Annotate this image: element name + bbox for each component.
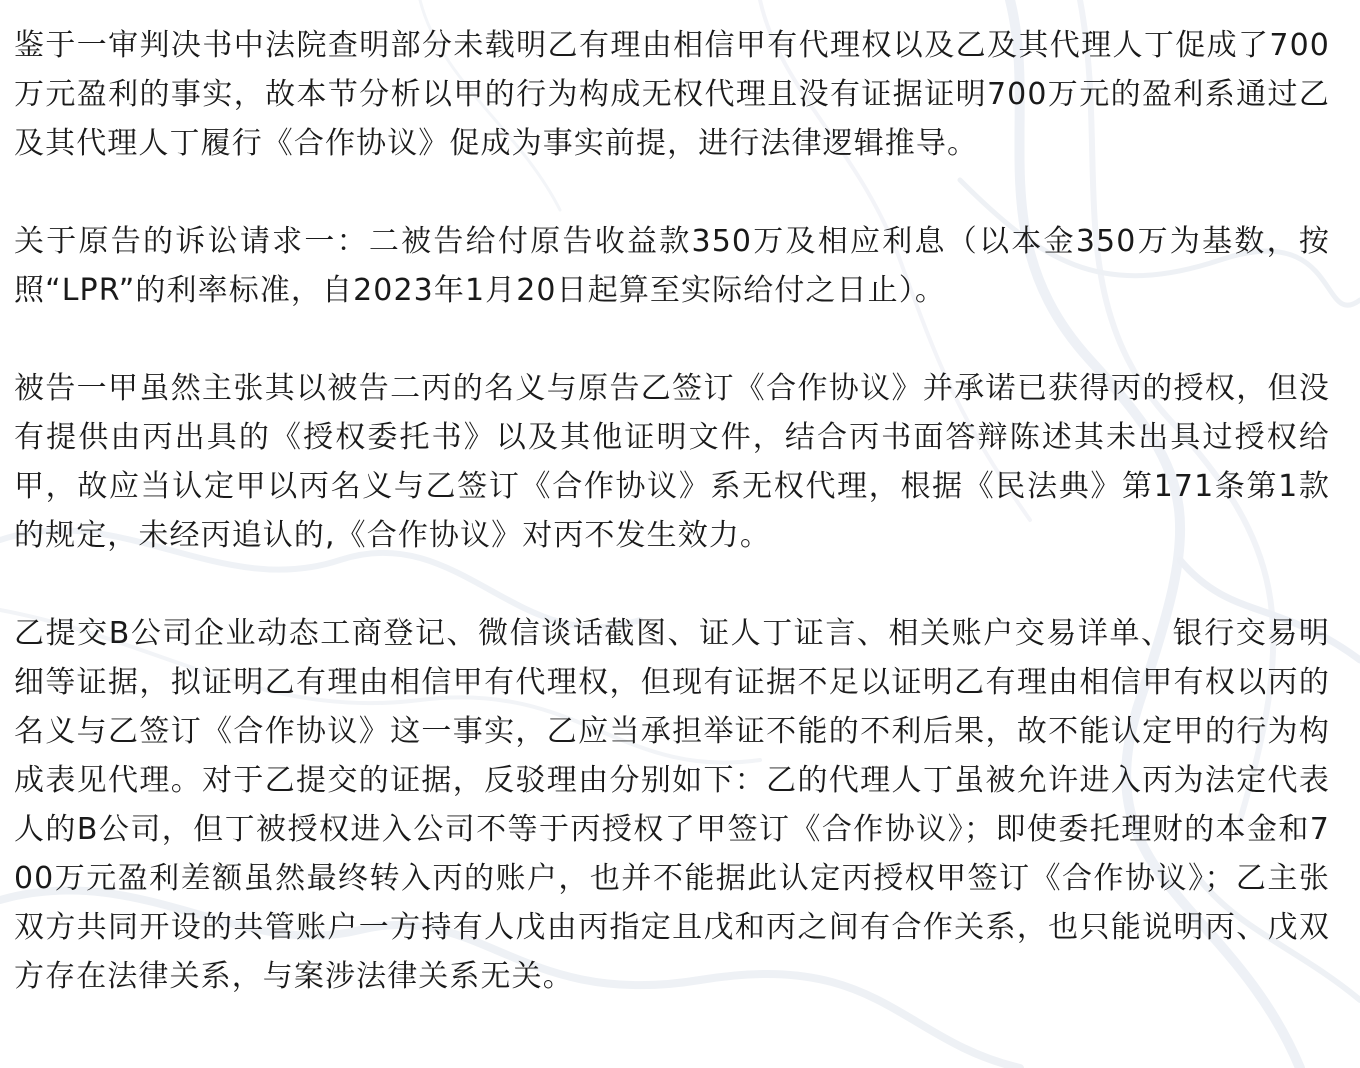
paragraph-unauthorized-agency: 被告一甲虽然主张其以被告二丙的名义与原告乙签订《合作协议》并承诺已获得丙的授权，但没有提供由丙出具的《授权委托书》以及其他证明文件，结合丙书面答辩陈述其未出具过授权给甲，故应当认定甲以丙名义与乙签订《合作协议》系无权代理，根据《民法典》第171条第1款的规定，未经丙追认的,《合作协议》对丙不发生效力。 bbox=[14, 371, 1330, 553]
paragraph-premise: 鉴于一审判决书中法院查明部分未载明乙有理由相信甲有代理权以及乙及其代理人丁促成了700万元盈利的事实，故本节分析以甲的行为构成无权代理且没有证据证明700万元的盈利系通过乙及其代理人丁履行《合作协议》促成为事实前提，进行法律逻辑推导。 bbox=[14, 28, 1330, 161]
paragraph-evidence-rebuttal: 乙提交B公司企业动态工商登记、微信谈话截图、证人丁证言、相关账户交易详单、银行交易明细等证据，拟证明乙有理由相信甲有代理权，但现有证据不足以证明乙有理由相信甲有权以丙的名义与乙签订《合作协议》这一事实，乙应当承担举证不能的不利后果，故不能认定甲的行为构成表见代理。对于乙提交的证据，反驳理由分别如下：乙的代理人丁虽被允许进入丙为法定代表人的B公司，但丁被授权进入公司不等于丙授权了甲签订《合作协议》；即使委托理财的本金和700万元盈利差额虽然最终转入丙的账户，也并不能据此认定丙授权甲签订《合作协议》；乙主张双方共同开设的共管账户一方持有人戊由丙指定且戊和丙之间有合作关系，也只能说明丙、戊双方存在法律关系，与案涉法律关系无关。 bbox=[14, 616, 1330, 994]
document-body bbox=[14, 21, 1330, 1001]
paragraph-claim-one: 关于原告的诉讼请求一：二被告给付原告收益款350万及相应利息（以本金350万为基数，按照“LPR”的利率标准，自2023年1月20日起算至实际给付之日止）。 bbox=[14, 224, 1330, 308]
